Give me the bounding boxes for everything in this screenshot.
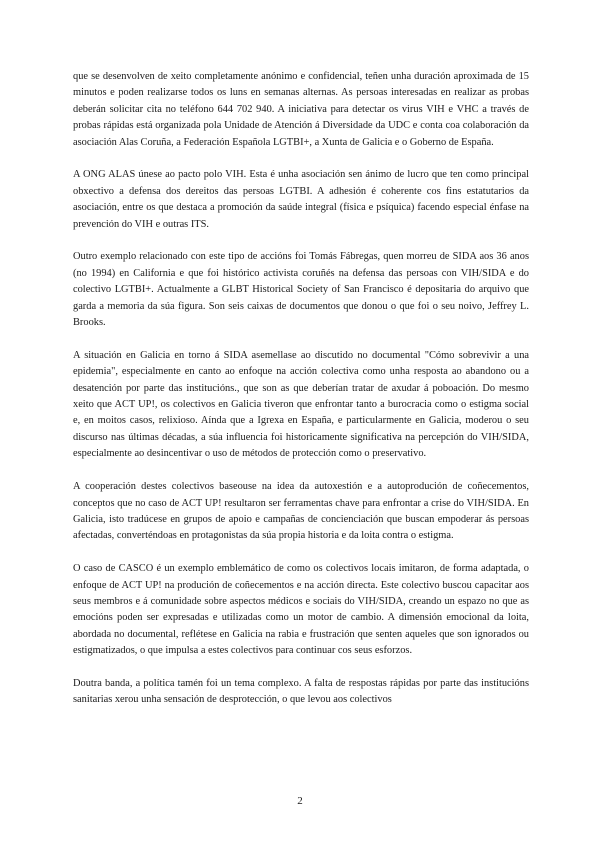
paragraph-3: Outro exemplo relacionado con este tipo de accións foi Tomás Fábregas, quen morreu de SIDA aos 36 anos (no 1994) en California e que foi histórico activista coruñés na defensa das persoas con VIH/SIDA e do colectivo LGTBI+. Actualmente a GLBT Historical Society of San Francisco é depositaria do arquivo que garda a memoria da súa figura. Son seis caixas de documentos que donou o que foi o seu noivo, Jeffrey L. Brooks. <box>73 251 529 329</box>
body-text <box>73 69 529 709</box>
paragraph-7: Doutra banda, a política tamén foi un tema complexo. A falta de respostas rápidas por parte das institucións sanitarias xerou unha sensación de desprotección, o que levou aos colectivos <box>73 677 529 706</box>
paragraph-1: que se desenvolven de xeito completamente anónimo e confidencial, teñen unha duración aproximada de 15 minutos e poden realizarse todos os luns en semanas alternas. As persoas interesadas en realizar as probas deberán solicitar cita no teléfono 644 702 940. A iniciativa para detectar os virus VIH e VHC a través de probas rápidas está organizada pola Unidade de Atención á Diversidade da UDC e conta coa colaboración da asociación Alas Coruña, a Federación Española LGTBI+, a Xunta de Galicia e o Goberno de España. <box>73 71 529 148</box>
paragraph-4: A situación en Galicia en torno á SIDA asemellase ao discutido no documental "Cómo sobrevivir a una epidemia", especialmente en canto ao enfoque na acción colectiva como unha resposta ao abandono ou a desatención por parte das institucións., que son as que deberían tratar de axudar á poboación. Do mesmo xeito que ACT UP!, os colectivos en Galicia tiveron que enfrontar tanto a burocracia como o estigma social e, en moitos casos, relixioso. Aínda que a Igrexa en España, e particularmente en Galicia, moderou o seu discurso nas últimas décadas, a súa influencia foi historicamente significativa na percepción do VIH/SIDA, especialmente ao desincentivar o uso de métodos de protección como o preservativo. <box>73 349 529 460</box>
page-number: 2 <box>297 795 303 807</box>
paragraph-5: A cooperación destes colectivos baseouse na idea da autoxestión e a autoprodución de coñecementos, conceptos que no caso de ACT UP! resultaron ser ferramentas chave para enfrontar a crise do VIH/SIDA. En Galicia, isto tradúcese en grupos de apoio e campañas de concienciación que buscan empoderar ás persoas afectadas, converténdoas en protagonistas da súa propia historia e da loita contra o estigma. <box>73 481 529 542</box>
paragraph-6: O caso de CASCO é un exemplo emblemático de como os colectivos locais imitaron, de forma adaptada, o enfoque de ACT UP! na produción de coñecementos e na acción directa. Este colectivo buscou capacitar aos seus membros e á comunidade sobre aspectos médicos e sociais do VIH/SIDA, creando un espazo no que as emocións poden ser expresadas e utilizadas como un motor de cambio. A dimensión emocional da loita, abordada no documental, reflétese en Galicia na rabia e frustración que senten aqueles que son ignorados ou estigmatizados, o que impulsa a estes colectivos para continuar cos seus esforzos. <box>73 563 529 657</box>
paragraph-2: A ONG ALAS únese ao pacto polo VIH. Esta é unha asociación sen ánimo de lucro que ten como principal obxectivo a defensa dos dereitos das persoas LGTBI. A adhesión é coherente cos fins estatutarios da asociación, entre os que destaca a promoción da saúde integral (física e psíquica) facendo especial énfase na prevención do VIH e outras ITS. <box>73 169 529 230</box>
